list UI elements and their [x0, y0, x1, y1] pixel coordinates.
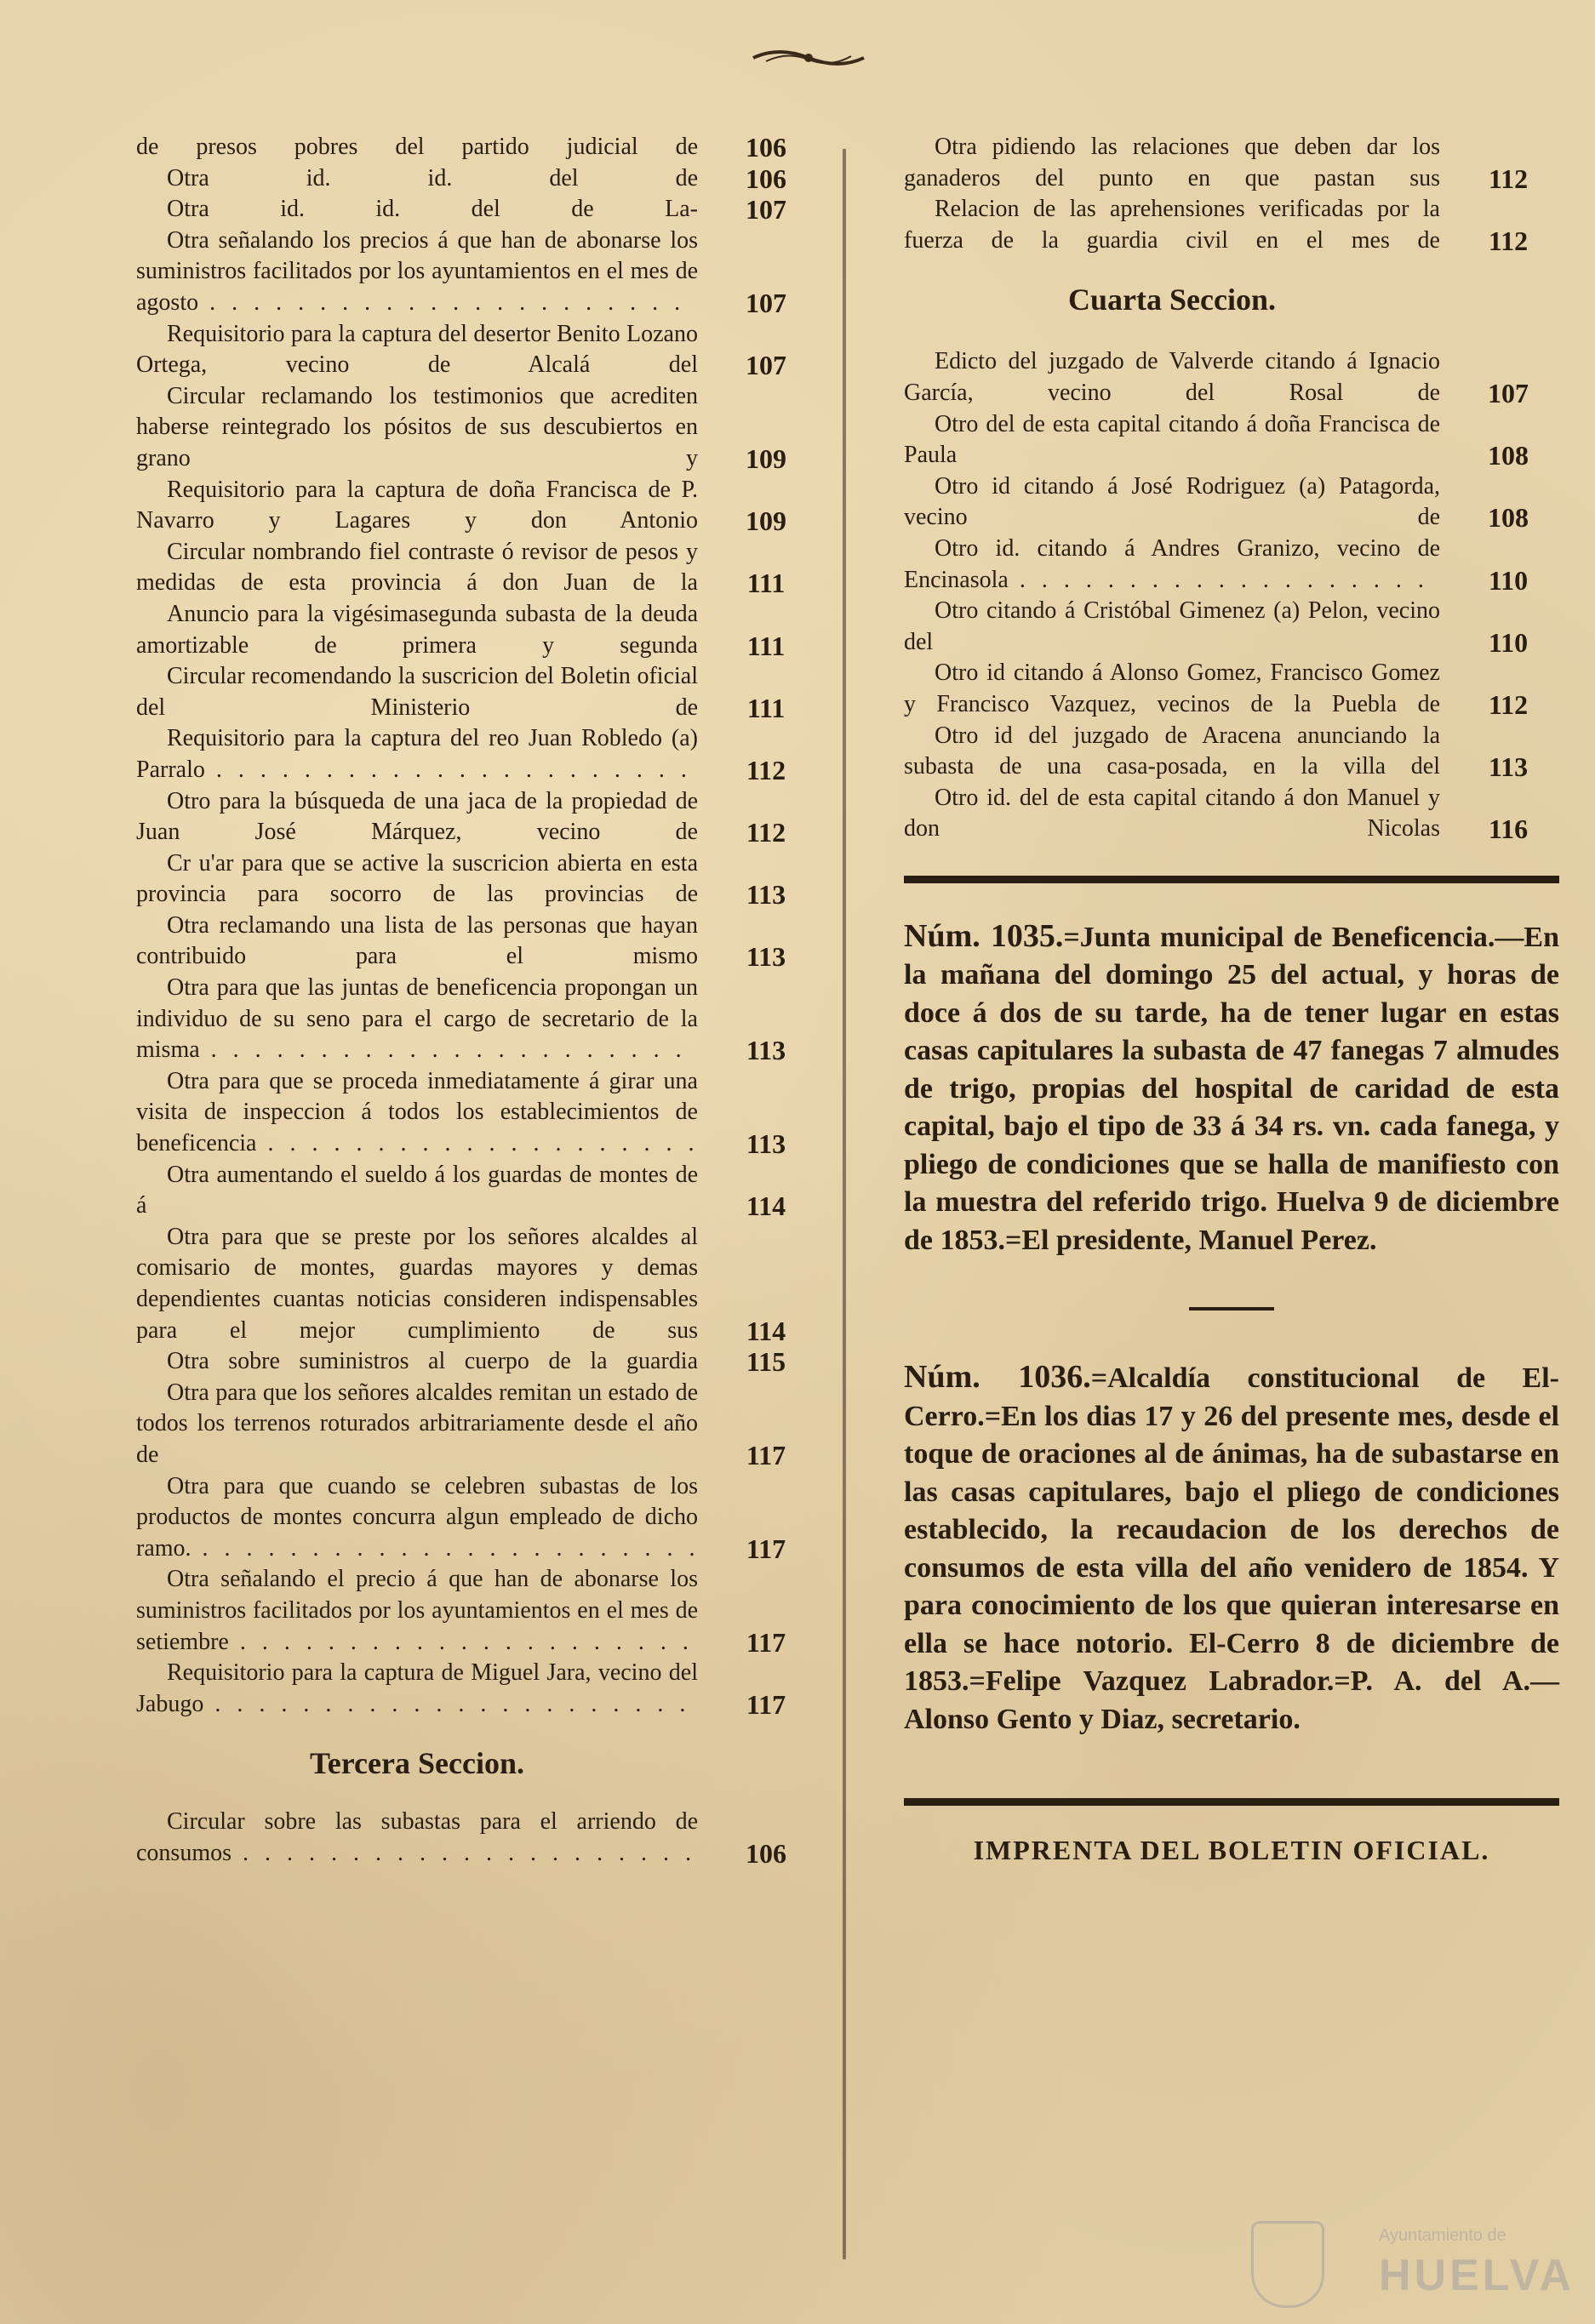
entry-page-number: 115 [746, 1346, 786, 1378]
left-column [136, 132, 817, 1870]
entry-text-wrap [136, 848, 698, 911]
entry-title: Otro id. citando á Andres Granizo, vecino de Encinasola . . . [904, 534, 1440, 596]
entry-text-wrap [904, 346, 1440, 408]
index-entry [904, 596, 1559, 658]
entry-text-wrap [904, 409, 1440, 471]
section-heading-cuarta: Cuarta Seccion. [1068, 283, 1276, 317]
section-rule [904, 876, 1559, 883]
entry-page-number: 107 [1488, 377, 1529, 408]
index-entry [136, 1807, 817, 1869]
notice-number: Núm. 1036. [904, 1359, 1091, 1396]
index-entry [904, 471, 1559, 534]
entry-page-number: 106 [746, 1838, 786, 1869]
entry-title: Otro id citando á José Rodriguez (a) Patagorda, vecino de . . . [904, 471, 1440, 534]
entry-text-wrap [136, 537, 698, 599]
entry-page-number: 113 [746, 1035, 786, 1066]
entry-page-number: 108 [1488, 502, 1529, 534]
index-entry [136, 537, 817, 599]
index-entry [904, 534, 1559, 596]
entry-page-number: 106 [746, 132, 786, 163]
archive-watermark [1251, 2221, 1575, 2306]
entry-page-number: 112 [1488, 163, 1529, 194]
index-entry [136, 1222, 817, 1346]
entry-page-number: 117 [746, 1688, 786, 1720]
notice-body: =Junta municipal de Beneficencia.—En la mañana del domingo 25 del actual, y horas de doce á dos de su tarde, ha de tener lugar en estas casas capitulares la subasta de 47 fanegas 7 almudes de trigo, propias del hospital de caridad de esta capital, bajo el tipo de 33 á 34 rs. vn. cada fanega, y pliego de condiciones que se halla de manifiesto con la muestra del referido trigo. Huelva 9 de diciembre de 1853.=El presidente, Manuel Perez. [904, 921, 1559, 1256]
section-heading-tercera: Tercera Seccion. [310, 1746, 524, 1781]
index-entry [136, 132, 817, 163]
entry-text-wrap [136, 475, 698, 537]
entry-text-wrap [136, 723, 698, 785]
notice-body: =Alcaldía constitucional de El-Cerro.=En los dias 17 y 26 del presente mes, desde el toque de oraciones al de ánimas, ha de subastarse en las casas capitulares, bajo el pliego de condiciones establecido, la recaudacion de los derechos de consumos de esta villa del año venidero de 1854. Y para conocimiento de los que quieran interesarse en ella se hace notorio. El-Cerro 8 de diciembre de 1853.=Felipe Vazquez Labrador.=P. A. del A.—Alonso Gento y Diaz, secretario. [904, 1362, 1559, 1735]
entry-text-wrap [136, 1471, 698, 1565]
index-entry [136, 381, 817, 475]
index-entry [136, 1471, 817, 1565]
entry-title: Otro del de esta capital citando á doña Francisca de Paula . . . [904, 409, 1440, 471]
entry-page-number: 108 [1488, 440, 1529, 471]
entry-page-number: 112 [746, 817, 786, 848]
entry-page-number: 112 [746, 754, 786, 785]
entry-page-number: 113 [746, 1128, 786, 1160]
entry-text-wrap [136, 973, 698, 1066]
entry-page-number: 117 [746, 1626, 786, 1658]
index-entry [904, 409, 1559, 471]
entry-title: Otra para que se proceda inmediatamente á girar una visita de inspeccion á todos los establecimientos de beneficencia . . . [136, 1066, 698, 1160]
entry-title: Circular sobre las subastas para el arriendo de consumos . . . [136, 1807, 698, 1869]
entry-text-wrap [904, 783, 1440, 845]
entry-title: Requisitorio para la captura del reo Juan Robledo (a) Parralo . . . [136, 723, 698, 785]
entry-text-wrap [136, 1564, 698, 1658]
index-list-left [136, 132, 817, 1720]
entry-page-number: 107 [746, 194, 786, 226]
entry-page-number: 111 [746, 692, 786, 723]
entry-page-number: 112 [1488, 688, 1529, 720]
short-divider [1189, 1307, 1274, 1310]
entry-title: Otro citando á Cristóbal Gimenez (a) Pelon, vecino del . . . [904, 596, 1440, 658]
entry-page-number: 107 [746, 350, 786, 381]
index-entry [136, 194, 817, 226]
entry-title: Requisitorio para la captura de doña Francisca de P. Navarro y Lagares y don Antonio . . . [136, 475, 698, 537]
entry-title: Otro id. del de esta capital citando á don Manuel y don Nicolas . . . [904, 783, 1440, 845]
entry-text-wrap [136, 132, 698, 163]
index-entry [136, 848, 817, 911]
entry-title: Cr u'ar para que se active la suscricion abierta en esta provincia para socorro de las provincias de . . . [136, 848, 698, 911]
entry-text-wrap [136, 1346, 698, 1378]
index-entry [136, 1066, 817, 1160]
entry-text-wrap [904, 534, 1440, 596]
entry-title: Otra para que cuando se celebren subastas de los productos de montes concurra algun empleado de dicho ramo. . . . [136, 1471, 698, 1565]
footer-rule [904, 1798, 1559, 1806]
entry-title: Otra señalando el precio á que han de abonarse los suministros facilitados por los ayuntamientos en el mes de setiembre . . . [136, 1564, 698, 1658]
index-entry [904, 658, 1559, 720]
entry-title: Otra señalando los precios á que han de abonarse los suministros facilitados por los ayuntamientos en el mes de agosto . . . [136, 226, 698, 319]
index-entry [904, 346, 1559, 408]
index-entry [136, 1160, 817, 1222]
entry-title: Requisitorio para la captura de Miguel Jara, vecino del Jabugo . . . [136, 1658, 698, 1720]
shield-icon [1251, 2221, 1324, 2308]
entry-title: Otra sobre suministros al cuerpo de la guardia . . . [136, 1346, 698, 1378]
entry-page-number: 117 [746, 1440, 786, 1471]
entry-title: Otro id del juzgado de Aracena anunciando la subasta de una casa-posada, en la villa del . . . [904, 721, 1440, 783]
entry-title: Otra id. id. del de La- . . . [136, 194, 698, 226]
entry-page-number: 107 [746, 287, 786, 318]
index-entry [136, 723, 817, 785]
entry-title: de presos pobres del partido judicial de . . . [136, 132, 698, 163]
entry-page-number: 117 [746, 1533, 786, 1564]
entry-page-number: 111 [746, 630, 786, 661]
index-entry [136, 786, 817, 848]
entry-page-number: 110 [1488, 564, 1529, 596]
index-entry [136, 1346, 817, 1378]
entry-text-wrap [136, 381, 698, 475]
entry-page-number: 111 [746, 568, 786, 599]
entry-text-wrap [136, 319, 698, 381]
notice-1035 [904, 917, 1559, 1260]
index-entry [136, 163, 817, 195]
entry-page-number: 109 [746, 443, 786, 474]
index-entry [904, 783, 1559, 845]
entry-title: Otra pidiendo las relaciones que deben dar los ganaderos del punto en que pastan sus . . . [904, 132, 1440, 194]
entry-text-wrap [904, 596, 1440, 658]
entry-page-number: 113 [746, 879, 786, 911]
entry-title: Otra para que los señores alcaldes remitan un estado de todos los terrenos roturados arbitrariamente desde el año de . . . [136, 1378, 698, 1471]
index-list-tercera [136, 1807, 817, 1869]
watermark-big-text: HUELVA [1379, 2251, 1575, 2300]
notice-1036 [904, 1358, 1559, 1739]
entry-text-wrap [904, 194, 1440, 256]
entry-page-number: 110 [1488, 626, 1529, 658]
index-entry [136, 973, 817, 1066]
index-list-right [904, 132, 1559, 256]
entry-page-number: 114 [746, 1315, 786, 1346]
index-entry [904, 132, 1559, 194]
index-entry [136, 319, 817, 381]
entry-page-number: 112 [1488, 225, 1529, 256]
index-entry [136, 661, 817, 723]
notice-number: Núm. 1035. [904, 917, 1064, 954]
index-entry [136, 599, 817, 661]
index-entry [904, 194, 1559, 256]
entry-title: Otra id. id. del de . . . [136, 163, 698, 195]
entry-title: Circular nombrando fiel contraste ó revisor de pesos y medidas de esta provincia á don Juan de la . . . [136, 537, 698, 599]
entry-page-number: 109 [746, 505, 786, 537]
right-column [904, 132, 1559, 1866]
entry-text-wrap [136, 194, 698, 226]
index-entry [136, 911, 817, 973]
entry-title: Otro para la búsqueda de una jaca de la propiedad de Juan José Márquez, vecino de . . . [136, 786, 698, 848]
index-entry [136, 1658, 817, 1720]
entry-text-wrap [136, 599, 698, 661]
entry-title: Otro id citando á Alonso Gomez, Francisco Gomez y Francisco Vazquez, vecinos de la Puebla de . . . [904, 658, 1440, 720]
printer-ornament-icon [749, 43, 868, 73]
entry-text-wrap [904, 721, 1440, 783]
entry-text-wrap [904, 471, 1440, 534]
column-divider [843, 149, 846, 2259]
index-entry [136, 1564, 817, 1658]
entry-text-wrap [136, 1066, 698, 1160]
entry-text-wrap [136, 786, 698, 848]
entry-text-wrap [136, 1807, 698, 1869]
entry-title: Relacion de las aprehensiones verificadas por la fuerza de la guardia civil en el mes de . . . [904, 194, 1440, 256]
entry-text-wrap [136, 226, 698, 319]
entry-text-wrap [136, 661, 698, 723]
watermark-small-text: Ayuntamiento de [1379, 2226, 1506, 2245]
entry-page-number: 106 [746, 163, 786, 194]
entry-title: Anuncio para la vigésimasegunda subasta de la deuda amortizable de primera y segunda . . . [136, 599, 698, 661]
index-entry [136, 226, 817, 319]
entry-title: Otra para que las juntas de beneficencia propongan un individuo de su seno para el cargo de secretario de la misma . . . [136, 973, 698, 1066]
entry-text-wrap [904, 658, 1440, 720]
entry-title: Edicto del juzgado de Valverde citando á Ignacio García, vecino del Rosal de . . . [904, 346, 1440, 408]
entry-title: Otra aumentando el sueldo á los guardas de montes de á . . . [136, 1160, 698, 1222]
entry-page-number: 113 [746, 941, 786, 973]
entry-text-wrap [136, 1658, 698, 1720]
imprint-line: IMPRENTA DEL BOLETIN OFICIAL. [973, 1835, 1490, 1866]
entry-title: Circular reclamando los testimonios que acrediten haberse reintegrado los pósitos de sus descubiertos en grano y . . . [136, 381, 698, 475]
entry-title: Otra para que se preste por los señores alcaldes al comisario de montes, guardas mayores y demas dependientes cuantas noticias consideren indispensables para el mejor cumplimiento de sus . . . [136, 1222, 698, 1346]
entry-page-number: 116 [1488, 814, 1529, 845]
index-entry [136, 475, 817, 537]
entry-text-wrap [136, 1378, 698, 1471]
entry-text-wrap [904, 132, 1440, 194]
entry-text-wrap [136, 1222, 698, 1346]
entry-text-wrap [136, 911, 698, 973]
index-entry [904, 721, 1559, 783]
entry-text-wrap [136, 1160, 698, 1222]
index-entry [136, 1378, 817, 1471]
entry-page-number: 113 [1488, 751, 1529, 783]
entry-page-number: 114 [746, 1191, 786, 1222]
entry-title: Otra reclamando una lista de las personas que hayan contribuido para el mismo . . . [136, 911, 698, 973]
index-list-cuarta [904, 346, 1559, 845]
entry-title: Requisitorio para la captura del desertor Benito Lozano Ortega, vecino de Alcalá del . . . [136, 319, 698, 381]
entry-title: Circular recomendando la suscricion del Boletin oficial del Ministerio de . . . [136, 661, 698, 723]
entry-text-wrap [136, 163, 698, 195]
